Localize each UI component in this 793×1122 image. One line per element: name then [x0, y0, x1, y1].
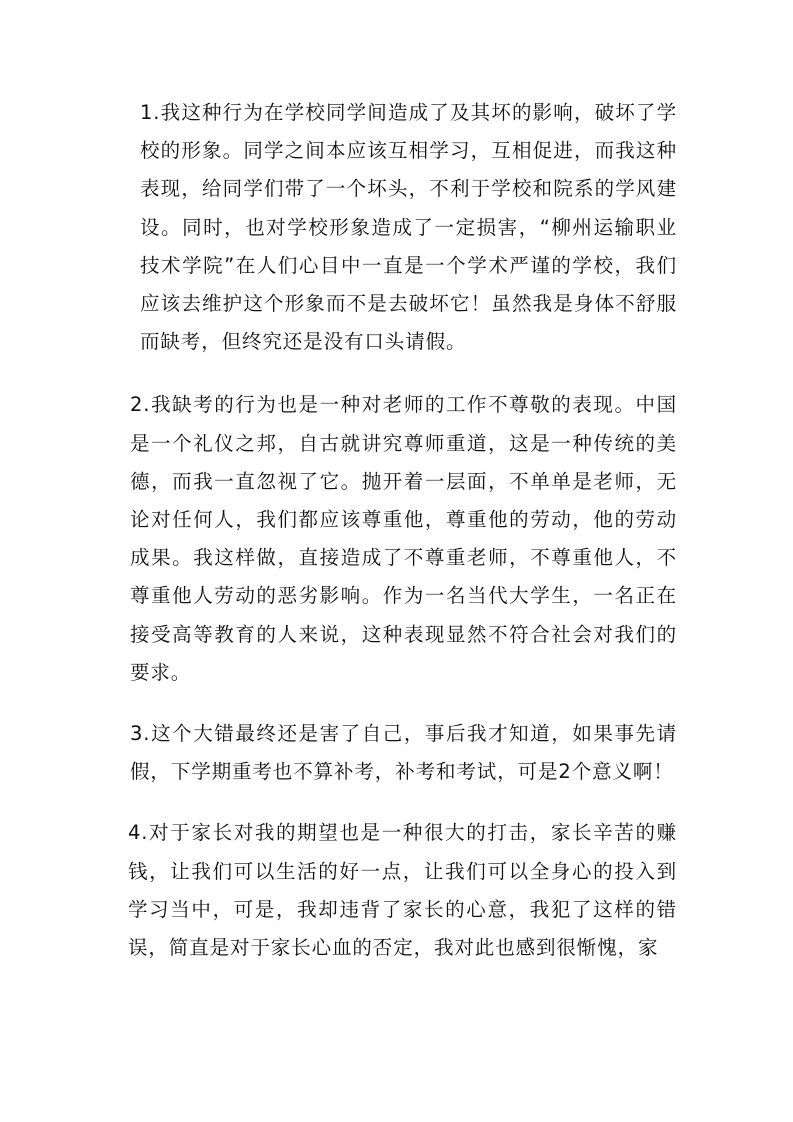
paragraph-2: 2.我缺考的行为也是一种对老师的工作不尊敬的表现。中国是一个礼仪之邦，自古就讲究尊师重道，这是一种传统的美德，而我一直忽视了它。抛开着一层面，不单单是老师，无论对任何人，我们都应该尊重他，尊重他的劳动，他的劳动成果。我这样做，直接造成了不尊重老师，不尊重他人，不尊重他人劳动的恶劣影响。作为一名当代大学生，一名正在接受高等教育的人来说，这种表现显然不符合社会对我们的要求。 [130, 393, 677, 684]
paragraph-1: 1.我这种行为在学校同学间造成了及其坏的影响，破坏了学校的形象。同学之间本应该互相学习，互相促进，而我这种表现，给同学们带了一个坏头，不利于学校和院系的学风建设。同时，也对学校形象造成了一定损害，“柳州运输职业技术学院”在人们心目中一直是一个学术严谨的学校，我们应该去维护这个形象而不是去破坏它！虽然我是身体不舒服而缺考，但终究还是没有口头请假。 [140, 101, 677, 354]
paragraph-4: 4.对于家长对我的期望也是一种很大的打击，家长辛苦的赚钱，让我们可以生活的好一点，让我们可以全身心的投入到学习当中，可是，我却违背了家长的心意，我犯了这样的错误，简直是对于家长心血的否定，我对此也感到很惭愧，家 [128, 821, 677, 960]
document-page [114, 94, 677, 967]
paragraph-3: 3.这个大错最终还是害了自己，事后我才知道，如果事先请假，下学期重考也不算补考，补考和考试，可是2个意义啊！ [130, 722, 677, 784]
